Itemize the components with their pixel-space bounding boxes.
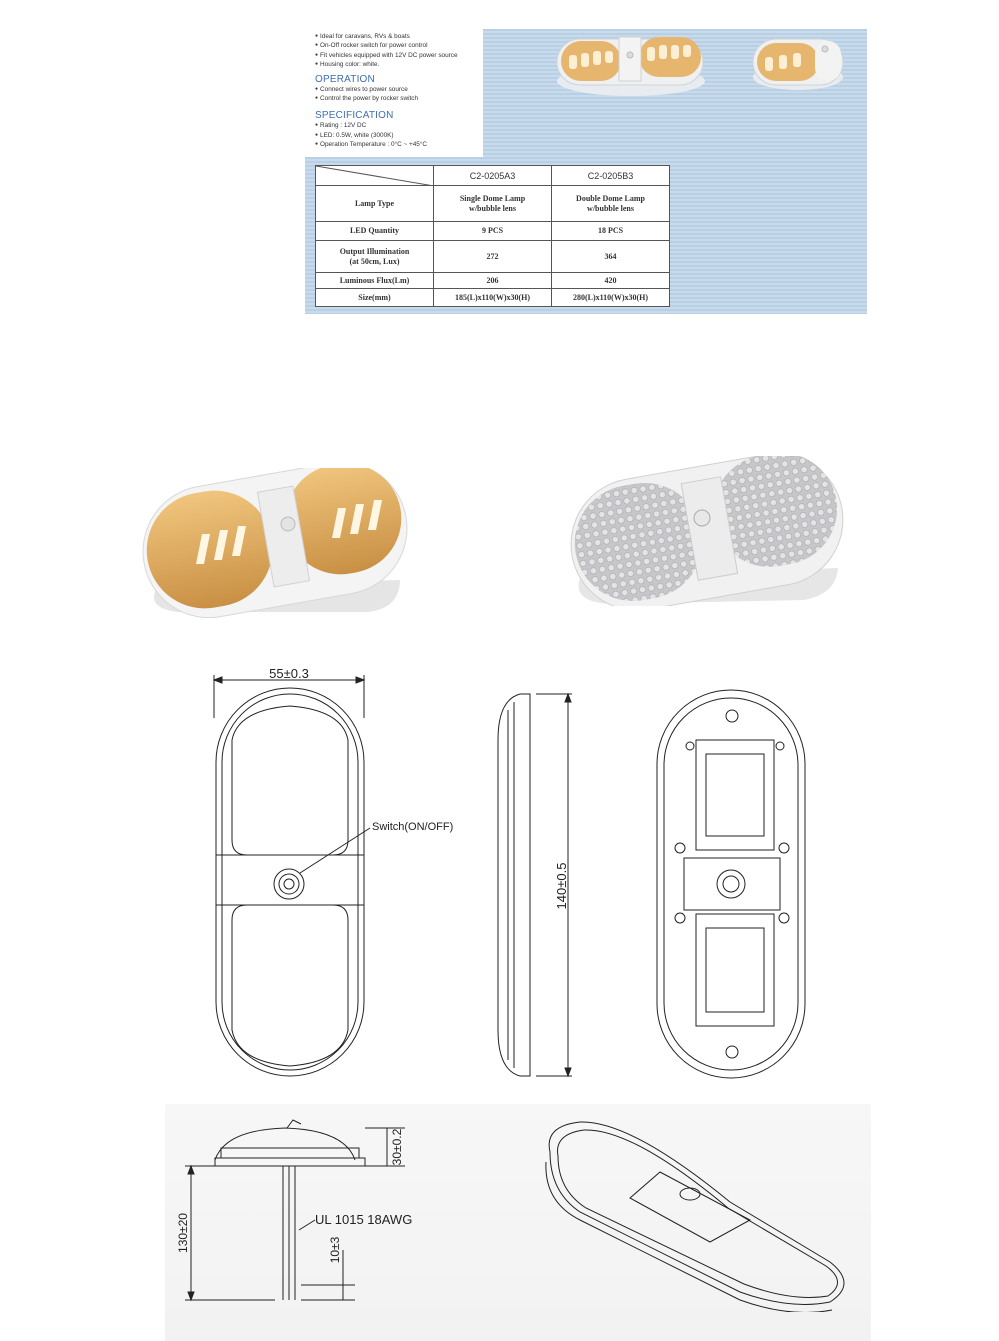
cell-a: 9 PCS — [434, 222, 552, 241]
isometric-view-drawing — [540, 1112, 860, 1312]
strip-length-dimension: 10±3 — [328, 1236, 342, 1264]
warm-lens-lamp-photo — [138, 468, 414, 618]
cell-b: 364 — [552, 241, 670, 273]
cell-b: Double Dome Lamp w/bubble lens — [552, 186, 670, 222]
spec-item: ● Operation Temperature : 0°C ~ +45°C — [315, 140, 483, 149]
table-row — [316, 241, 670, 273]
spec-item: ● Rating : 12V DC — [315, 121, 483, 130]
double-lamp-thumbnail — [555, 29, 707, 99]
length-dimension: 140±0.5 — [554, 862, 569, 910]
switch-callout: Switch(ON/OFF) — [372, 821, 454, 833]
operation-item: ● Control the power by rocker switch — [315, 94, 483, 103]
row-label: Size(mm) — [316, 289, 434, 307]
spec-item: ● LED: 0.5W, white (3000K) — [315, 131, 483, 140]
specification-title: SPECIFICATION — [315, 110, 394, 122]
diagonal-line — [316, 166, 434, 186]
cell-a: 206 — [434, 273, 552, 289]
table-row — [316, 289, 670, 307]
row-label: Lamp Type — [316, 186, 434, 222]
profile-view-drawing — [165, 1110, 425, 1330]
cell-b: 18 PCS — [552, 222, 670, 241]
table-row — [316, 186, 670, 222]
row-label: Output Illumination (at 50cm, Lux) — [316, 241, 434, 273]
table-row — [316, 273, 670, 289]
single-lamp-thumbnail — [751, 31, 845, 93]
height-dimension: 30±0.2 — [390, 1128, 404, 1166]
wire-length-dimension: 130±20 — [176, 1213, 190, 1253]
operation-title: OPERATION — [315, 73, 375, 85]
table-row — [316, 222, 670, 241]
cell-a: 272 — [434, 241, 552, 273]
feature-item: ● Ideal for caravans, RVs & boats — [315, 32, 483, 41]
cell-a: 185(L)x110(W)x30(H) — [434, 289, 552, 307]
row-label: Luminous Flux(Lm) — [316, 273, 434, 289]
model-b-header: C2-0205B3 — [552, 166, 670, 186]
cell-b: 280(L)x110(W)x30(H) — [552, 289, 670, 307]
model-a-header: C2-0205A3 — [434, 166, 552, 186]
row-label: LED Quantity — [316, 222, 434, 241]
cell-b: 420 — [552, 273, 670, 289]
width-dimension: 55±0.3 — [269, 666, 309, 681]
feature-item: ● On-Off rocker switch for power control — [315, 41, 483, 50]
operation-item: ● Connect wires to power source — [315, 85, 483, 94]
spec-table — [315, 165, 670, 307]
clear-lens-lamp-photo — [566, 456, 850, 606]
technical-drawing-views — [0, 650, 999, 1110]
feature-item: ● Housing color: white. — [315, 60, 483, 69]
feature-item: ● Fit vehicles equipped with 12V DC power source — [315, 51, 483, 60]
table-corner-cell — [316, 166, 434, 186]
feature-list — [305, 29, 483, 157]
wire-spec-label: UL 1015 18AWG — [315, 1212, 413, 1227]
cell-a: Single Dome Lamp w/bubble lens — [434, 186, 552, 222]
